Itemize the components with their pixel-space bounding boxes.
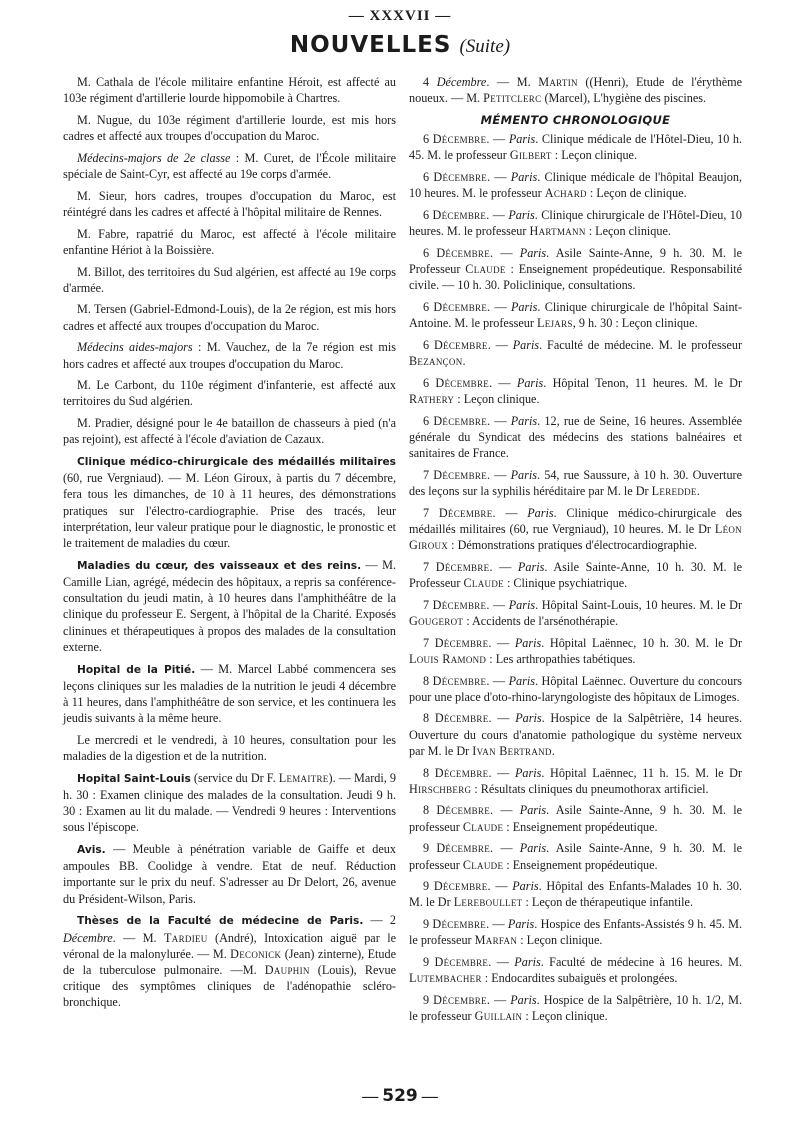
paragraph-text: . Hôpital des Enfants-Malades 10 h. 30. M. le Dr [409, 879, 742, 910]
paragraph [63, 150, 396, 182]
paragraph-text: Décembre [432, 597, 487, 612]
paragraph-text: . Clinique médico-chirurgicale des médaillés militaires (60, rue Vergniaud), 10 heures. M. le Dr [409, 505, 743, 536]
paragraph-text: 7 [423, 505, 439, 520]
paragraph [63, 661, 396, 727]
paragraph-text: . — [487, 413, 511, 428]
paragraph-text: . — [487, 467, 511, 482]
paragraph-text: Lemaitre [278, 770, 329, 785]
paragraph-text: . Clinique médicale de l'Hôtel-Dieu, 10 h. 45. M. le professeur [409, 132, 743, 163]
paragraph-text: . Asile Sainte-Anne, 10 h. 30. M. le Professeur [409, 559, 743, 590]
memento-entries [409, 131, 742, 1024]
paragraph-text: 9 [423, 917, 433, 932]
paragraph-text: Louis Ramond [409, 651, 487, 666]
paragraph-text: Hirschberg [409, 781, 472, 796]
paragraph-text: Paris [519, 803, 547, 818]
paragraph-text: Lereddе [651, 483, 697, 498]
paragraph-text: : Endocardites subaiguës et prolongées. [481, 971, 678, 986]
paragraph-text: 6 [423, 375, 436, 390]
paragraph-text: Paris [508, 673, 535, 688]
paragraph [409, 375, 742, 407]
paragraph-text: . [551, 743, 555, 758]
paragraph [409, 878, 742, 910]
paragraph-text: Paris [507, 917, 535, 932]
paragraph-text: 9 [423, 841, 437, 856]
paragraph [63, 188, 396, 220]
paragraph [409, 337, 742, 369]
page-header [0, 6, 800, 60]
page-number: 529 [382, 1086, 418, 1106]
paragraph-text: . — [486, 207, 509, 222]
paragraph [409, 992, 742, 1024]
paragraph [63, 453, 396, 551]
paragraph-text: . Clinique chirurgicale de l'hôpital Saint-Antoine. M. le professeur [409, 299, 743, 331]
paragraph [63, 112, 396, 144]
paragraph-text: Décembre [432, 207, 487, 222]
paragraph-text: Paris [519, 841, 547, 856]
paragraph-text: Décembre [435, 559, 490, 574]
paragraph [409, 467, 742, 499]
paragraph-text: Décembre [433, 992, 487, 1007]
paragraph-text: : Résultats cliniques du pneumothorax artificiel. [471, 781, 709, 796]
paragraph-text: 9 [423, 879, 434, 894]
paragraph [63, 74, 396, 106]
paragraph-heading: Thèses de la Faculté de médecine de Paris. [77, 915, 364, 928]
paragraph-text: . Asile Sainte-Anne, 9 h. 30. M. le professeur [409, 803, 743, 834]
paragraph-text: Décembre [433, 879, 488, 894]
paragraph-text: Décembre [434, 711, 489, 726]
paragraph [409, 559, 742, 591]
paragraph-text: Paris [510, 170, 538, 185]
paragraph-text: . — M. [486, 75, 539, 89]
paragraph-text: . Hôpital Laënnec. Ouverture du concours pour une place d'oto-rhino-laryngologiste des hôpitaux de Limoges. [409, 673, 743, 704]
paragraph-text: (Marcel), L'hygiène des piscines. [541, 91, 707, 106]
paragraph-text: : Accidents de l'arsénothérapie. [463, 613, 619, 628]
paragraph-text: . [696, 483, 700, 498]
paragraph-text: Décembre [434, 955, 489, 970]
paragraph-text: 6 [423, 245, 437, 260]
paragraph-text: Gilbert [509, 148, 552, 163]
paragraph-text: 8 [423, 803, 437, 818]
paragraph-text: Paris [517, 559, 545, 574]
paragraph-text: . — [489, 559, 518, 574]
paragraph-text: : M. Vauchez, de la 7e région est mis hors cadres et affecté aux troupes d'occupation du Maroc. [63, 340, 396, 371]
paragraph-text: : Clinique psychiatrique. [503, 575, 628, 590]
paragraph [63, 339, 396, 371]
paragraph-text: Hartmann [529, 224, 586, 239]
paragraph-text: Martin [538, 75, 578, 89]
paragraph-text: . — [486, 992, 511, 1007]
paragraph-text: . Faculté de médecine. M. le professeur [539, 337, 743, 352]
paragraph-text: . 54, rue Saussure, à 10 h. 30. Ouverture des leçons sur la syphilis héréditaire par M. le Dr [409, 467, 743, 498]
paragraph [409, 169, 742, 201]
paragraph-text: Claude [465, 262, 506, 277]
paragraph-text: 6 [423, 132, 433, 147]
paragraph-text: 8 [423, 765, 435, 780]
paragraph-text: Paris [516, 375, 544, 390]
paragraph-heading: Hopital de la Pitié. [77, 663, 196, 676]
paragraph-text: . Hospice de la Salpêtrière, 10 h. 1/2, M. le professeur [409, 992, 743, 1024]
page-footer [0, 1086, 800, 1106]
paragraph-text: : Leçon clinique. [585, 224, 671, 239]
paragraph-text: . 12, rue de Seine, 16 heures. Assemblée générale du Syndicat des médecins des stations balnéaires et sanitaires de France. [409, 413, 743, 461]
paragraph-text: : Démonstrations pratiques d'électrocardiographie. [448, 538, 698, 553]
paragraph-text: Paris [527, 505, 554, 520]
paragraph-text: Décembre [63, 930, 113, 945]
paragraph-text: Décembre [436, 803, 491, 818]
paragraph-text: Claude [463, 575, 504, 590]
paragraph [63, 557, 396, 655]
paragraph-text: . — [487, 879, 513, 894]
paragraph-text: Décembre [432, 673, 487, 688]
paragraph [63, 226, 396, 258]
paragraph [409, 505, 742, 554]
paragraph [63, 301, 396, 333]
paragraph-text: . — [490, 245, 520, 260]
paragraph-text: Décembre [434, 765, 489, 780]
paragraph-text: Paris [510, 467, 538, 482]
paragraph-text: : Leçon clinique. [551, 148, 638, 163]
paragraph-text: . Hôpital Tenon, 11 heures. M. le Dr [543, 375, 743, 390]
paragraph [409, 207, 742, 239]
paragraph-text: Médecins aides-majors [77, 340, 193, 355]
paragraph-text: Guillain [474, 1009, 523, 1024]
paragraph-text: . [462, 354, 466, 369]
paragraph-text: ). — Mardi, 9 h. 30 : Examen clinique des malades de la consultation. Jeudi 9 h. 30 : Examen au lit du malade. — Vendredi 9 heures : Interventions sous l'épiscope. [63, 770, 396, 835]
paragraph [63, 841, 396, 907]
paragraph-text: Paris [508, 132, 536, 147]
paragraph-text: Paris [508, 207, 535, 222]
paragraph-text: Décembre [433, 299, 488, 314]
paragraph [409, 245, 742, 294]
paragraph [409, 74, 742, 106]
paragraph [63, 377, 396, 409]
paragraph-text: (service du Dr F. [190, 770, 279, 785]
paragraph-text: . Hospice de la Salpêtrière, 14 heures. Ouverture du cours d'anatomie pathologique du système nerveux par M. le Dr [409, 711, 743, 758]
paragraph-text: M. Tersen (Gabriel-Edmond-Louis), de la 2e région, est mis hors cadres et affecté aux troupes d'occupation du Maroc. [63, 302, 396, 333]
paragraph-text: 6 [423, 207, 433, 222]
paragraph-text: — 2 [363, 913, 397, 928]
paragraph-text: — Meuble à pénétration variable de Gaiffe et deux ampoules BB. Coolidge à vendre. Etat de neuf. Réduction importante sur le prix du neuf. S'adresser au Dr Delort, 26, avenue du Président-Wilson, Paris. [63, 842, 396, 906]
paragraph-text: : Leçon clinique. [522, 1009, 608, 1024]
paragraph-text: (Jean) zinterne), Etude de la tuberculose pulmonaire. —M. [63, 946, 396, 977]
paragraph-text: 7 [423, 559, 436, 574]
paragraph [409, 413, 742, 462]
roman-folio: — XXXVII — [348, 8, 452, 24]
left-column [63, 74, 396, 1016]
paragraph-text: Ivan Bertrand [472, 743, 552, 758]
paragraph [63, 415, 396, 447]
paragraph-text: Gougerot [409, 613, 464, 628]
paragraph-text: Bezançon [409, 354, 463, 369]
paragraph-text: Décembre [436, 245, 491, 260]
paragraph-text: ((Henri), Etude de l'érythème noueux. — M. [409, 75, 743, 106]
paragraph-text: 8 [423, 711, 435, 726]
paragraph-text: , 9 h. 30 : Leçon clinique. [572, 316, 698, 331]
paragraph-text: Paris [512, 879, 539, 894]
paragraph-text: Paris [514, 765, 542, 780]
paragraph-text: . — [492, 505, 528, 520]
paragraph-text: (60, rue Vergniaud). — M. Léon Giroux, à partis du 7 décembre, fera tous les dimanches, de 10 à 11 heures, des démonstrations pratiques sur l'électro-cardiographie. Prise des tracés, leur interprétation, leur valeur pratique pour le diagnostic, le pronostic et le traitement de maladies du cœur. [63, 471, 396, 551]
paragraph [63, 912, 396, 1010]
paragraph-text: . Hôpital Laënnec, 11 h. 15. M. le Dr [541, 765, 743, 780]
paragraph-text: 6 [423, 299, 434, 314]
paragraph-text: . — [488, 635, 515, 650]
paragraph-heading: Clinique médico-chirurgicale des médaillés militaires [77, 456, 396, 469]
paragraph-text: Paris [514, 955, 541, 970]
paragraph-text: 7 [423, 597, 433, 612]
paragraph-text: . — [486, 132, 509, 147]
paragraph-text: : M. Curet, de l'École militaire spéciale de Saint-Cyr, est affecté au 19e corps d'armée. [63, 150, 396, 182]
paragraph-text: . Asile Sainte-Anne, 9 h. 30. M. le professeur [409, 841, 743, 872]
paragraph-text: 6 [423, 337, 434, 352]
paragraph-text: Petitclerc [483, 91, 542, 106]
paragraph [409, 710, 742, 759]
paragraph-text: . — [486, 917, 508, 932]
paragraph-text: Médecins-majors de 2e classe [77, 150, 231, 165]
paragraph-text: . — [487, 299, 511, 314]
paragraph-text: M. Billot, des territoires du Sud algérien, est affecté au 19e corps d'armée. [63, 264, 396, 295]
paragraph-text: . — [486, 673, 509, 688]
paragraph-text: Léon Giroux [409, 521, 742, 553]
paragraph-text: Deconick [230, 946, 282, 961]
paragraph [409, 840, 742, 872]
paragraph-text: 6 [423, 170, 434, 185]
paragraph-text: . — [488, 955, 515, 970]
paragraph-text: Lutembacher [409, 971, 482, 986]
paragraph-text: Claude [462, 857, 504, 872]
paragraph-text: Décembre [434, 635, 489, 650]
paragraph-text: 4 [423, 75, 437, 89]
paragraph-text: Décembre [436, 841, 491, 856]
paragraph-text: M. Nugue, du 103e régiment d'artillerie lourde, est mis hors cadres et affecté aux troupes d'occupation du Maroc. [63, 112, 396, 144]
paragraph-text: Dauphin [264, 962, 310, 977]
paragraph-text: Décembre [436, 75, 487, 89]
footer-dash-right: — [421, 1088, 438, 1105]
paragraph-text: . Faculté de médecine à 16 heures. M. [540, 955, 743, 970]
paragraph-text: Paris [514, 635, 542, 650]
paragraph-text: : Enseignement propédeutique. [503, 857, 658, 872]
paragraph-text: M. Fabre, rapatrié du Maroc, est affecté à l'école militaire enfantine Hériot à la Boissière. [63, 226, 396, 257]
right-column-top [409, 74, 742, 106]
paragraph [409, 954, 742, 986]
paragraph-text: 7 [423, 635, 435, 650]
paragraph [409, 765, 742, 797]
section-title-suffix: (Suite) [459, 36, 511, 57]
paragraph-text: : Leçon de thérapeutique infantile. [522, 895, 693, 910]
paragraph-text: : Les arthropathies tabétiques. [486, 651, 636, 666]
paragraph-text: (André), Intoxication aiguë par le véronal de la malonylurée. — M. [63, 930, 397, 961]
paragraph-text: M. Cathala de l'école militaire enfantine Héroit, est affecté au 103e régiment d'artillerie lourde hippomobile à Chartres. [63, 75, 396, 106]
paragraph-text: Paris [515, 711, 542, 726]
paragraph-text: . — [490, 841, 520, 856]
paragraph-text: . — [489, 375, 517, 390]
paragraph-text: Décembre [432, 917, 487, 932]
paragraph-text: — M. Marcel Labbé commencera ses leçons cliniques sur les maladies de la nutrition le jeudi 4 décembre à 11 heures, dans l'amphithéâtre de son service, et les continuera les jeudis suivants à la même heure. [63, 661, 396, 726]
paragraph-heading: Avis. [77, 844, 106, 857]
paragraph [409, 802, 742, 834]
paragraph [409, 131, 742, 163]
paragraph-text: Paris [510, 413, 538, 428]
paragraph [409, 635, 742, 667]
paragraph-text: M. Le Carbont, du 110e régiment d'infanterie, est affecté aux territoires du Sud algérien. [63, 378, 396, 409]
footer-dash-left: — [362, 1088, 379, 1105]
paragraph [409, 916, 742, 948]
paragraph-text: . Hôpital Saint-Louis, 10 heures. M. le Dr [535, 597, 743, 612]
paragraph-text: Décembre [432, 132, 487, 147]
paragraph-text: 7 [423, 467, 434, 482]
paragraph-text: . — [488, 711, 516, 726]
paragraph-text: Paris [510, 992, 537, 1007]
paragraph-text: . Hospice des Enfants-Assistés 9 h. 45. M. le professeur [409, 917, 743, 948]
paragraph-text: M. Pradier, désigné pour le 4e bataillon de chasseurs à pied (n'a pas rejoint), est affecté à l'école d'aviation de Cazaux. [63, 416, 396, 447]
paragraph-text: : Leçon clinique. [454, 391, 540, 406]
paragraph-text: (Louis), Revue critique des symptômes cliniques de l'adénopathie scléro-bronchique. [63, 962, 396, 1010]
paragraph-text: Paris [512, 337, 540, 352]
paragraph [409, 299, 742, 331]
paragraph-text: Décembre [438, 505, 493, 520]
section-title-main: NOUVELLES [289, 32, 452, 58]
paragraph-text: : Enseignement propédeutique. Responsabilité civile. — 10 h. 30. Policlinique, consultations. [409, 262, 742, 293]
paragraph-text: M. Sieur, hors cadres, troupes d'occupation du Maroc, est réintégré dans les cadres et affecté à l'hôpital militaire de Rennes. [63, 188, 396, 219]
paragraph-text: . — [488, 765, 515, 780]
paragraph-heading: Hopital Saint-Louis [77, 772, 191, 785]
paragraph-text: . Clinique médicale de l'hôpital Beaujon, 10 heures. M. le professeur [409, 170, 743, 201]
paragraph-text: Décembre [433, 413, 488, 428]
paragraph [409, 673, 742, 705]
paragraph-text: . — [490, 803, 520, 818]
paragraph-text: 9 [423, 992, 434, 1007]
memento-heading: MÉMENTO CHRONOLOGIQUE [480, 112, 671, 127]
paragraph-text: : Leçon de clinique. [586, 186, 687, 201]
paragraph-text: Paris [508, 597, 536, 612]
paragraph-text: . — [487, 337, 513, 352]
paragraph-text: Lereboullet [453, 895, 523, 910]
paragraph [409, 597, 742, 629]
paragraph [63, 770, 396, 836]
paragraph-heading: Maladies du cœur, des vaisseaux et des reins. [77, 559, 362, 572]
right-column [409, 74, 742, 1030]
paragraph [63, 264, 396, 296]
paragraph-text: 8 [423, 673, 433, 688]
paragraph-text: Décembre [433, 170, 488, 185]
paragraph-text: Tardieu [164, 930, 208, 945]
paragraph-text: Paris [519, 245, 547, 260]
paragraph-text: . Asile Sainte-Anne, 9 h. 30. M. le Professeur [409, 245, 743, 277]
paragraph [63, 732, 396, 764]
paragraph-text: Achard [544, 186, 587, 201]
paragraph-text: Décembre [435, 375, 490, 390]
paragraph-text: : Leçon clinique. [517, 933, 603, 948]
paragraph-text: Paris [510, 299, 538, 314]
paragraph-text: . — M. [112, 930, 165, 945]
paragraph-text: . — [487, 170, 511, 185]
paragraph-text: Rathery [409, 391, 455, 406]
paragraph-text: . — [486, 597, 509, 612]
paragraph-text: Claude [462, 819, 504, 834]
paragraph-text: 9 [423, 955, 435, 970]
paragraph-text: 6 [423, 413, 434, 428]
paragraph-text: : Enseignement propédeutique. [503, 819, 658, 834]
paragraph-text: . Hôpital Laënnec, 10 h. 30. M. le Dr [541, 635, 742, 650]
paragraph-text: Marfan [474, 933, 518, 948]
paragraph-text: Le mercredi et le vendredi, à 10 heures, consultation pour les maladies de la digestion et de la nutrition. [63, 732, 396, 764]
paragraph-text: Lejars [536, 316, 573, 331]
paragraph-text: Décembre [433, 467, 487, 482]
paragraph-text: . Clinique chirurgicale de l'Hôtel-Dieu, 10 heures. M. le professeur [409, 207, 742, 239]
paragraph-text: — M. Camille Lian, agrégé, médecin des hôpitaux, a repris sa conférence-consultation du jeudi matin, à 10 heures dans l'amphithéâtre de la clinique du professeur E. Sergent, à l'hôpital de la Charité. Exposés clininues et thérapeutiques à propos des malades de la consultation externe. [63, 557, 396, 654]
paragraph-text: Décembre [433, 337, 488, 352]
section-title [0, 30, 800, 60]
